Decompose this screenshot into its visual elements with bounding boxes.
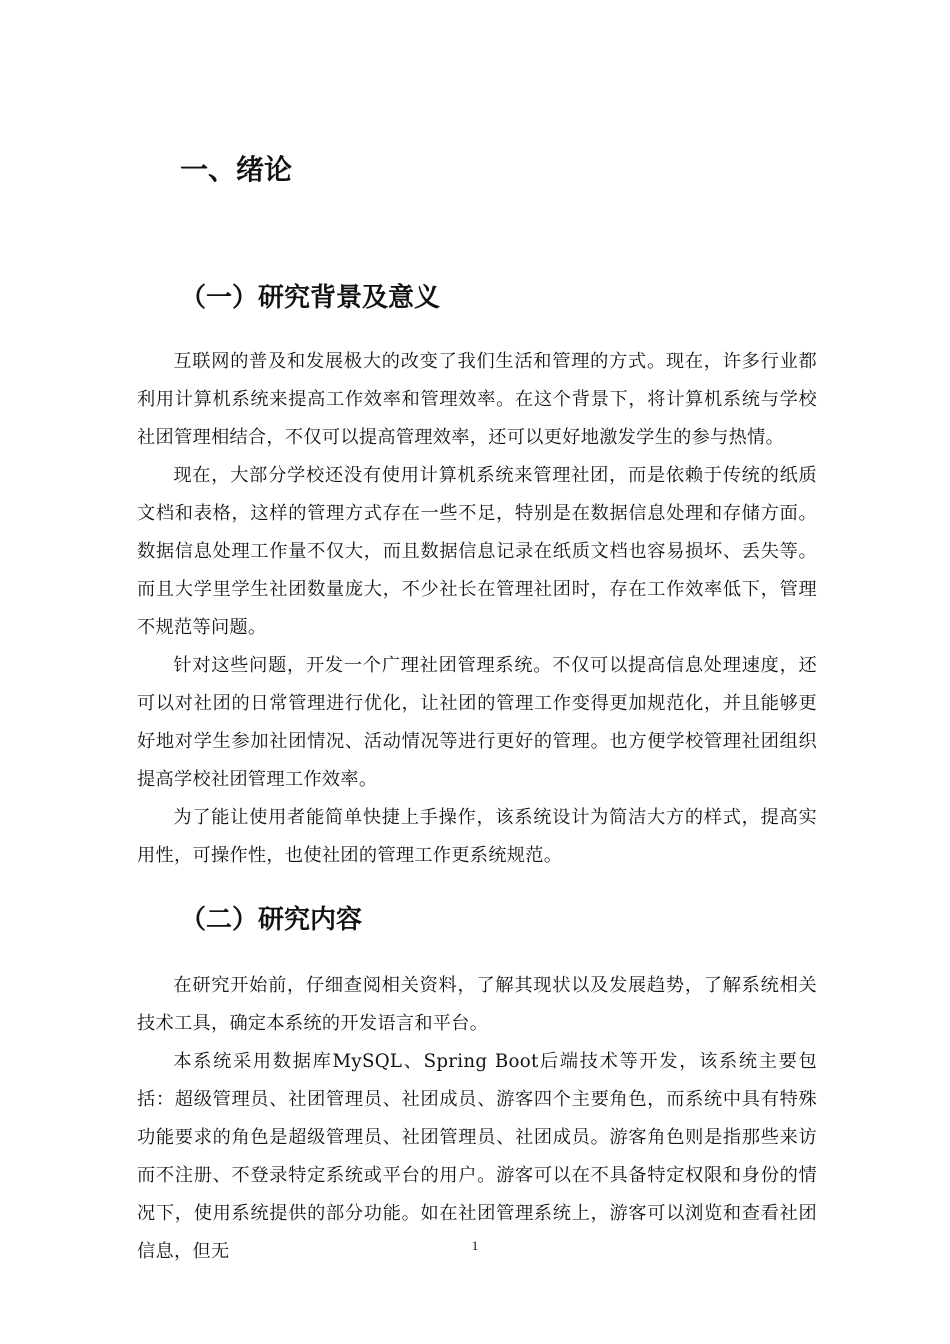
- section-body-background: [137, 343, 817, 875]
- paragraph: 本系统采用数据库MySQL、Spring Boot后端技术等开发，该系统主要包括：超级管理员、社团管理员、社团成员、游客四个主要角色，而系统中具有特殊功能要求的角色是超级管理员、社团管理员、社团成员。游客角色则是指那些来访而不注册、不登录特定系统或平台的用户。游客可以在不具备特定权限和身份的情况下，使用系统提供的部分功能。如在社团管理系统上，游客可以浏览和查看社团信息，但无: [137, 1051, 817, 1262]
- paragraph: 互联网的普及和发展极大的改变了我们生活和管理的方式。现在，许多行业都利用计算机系统来提高工作效率和管理效率。在这个背景下，将计算机系统与学校社团管理相结合，不仅可以提高管理效率，还可以更好地激发学生的参与热情。: [137, 351, 817, 448]
- paragraph: 在研究开始前，仔细查阅相关资料，了解其现状以及发展趋势，了解系统相关技术工具，确定本系统的开发语言和平台。: [137, 975, 817, 1034]
- chapter-title: 一、绪论: [180, 153, 293, 186]
- page-number: 1: [471, 1238, 479, 1253]
- paragraph: 为了能让使用者能简单快捷上手操作，该系统设计为简洁大方的样式，提高实用性，可操作性，也使社团的管理工作更系统规范。: [137, 807, 817, 866]
- section-title-content: （二）研究内容: [180, 905, 363, 935]
- section-title-background: （一）研究背景及意义: [180, 283, 441, 313]
- paragraph: 针对这些问题，开发一个广理社团管理系统。不仅可以提高信息处理速度，还可以对社团的日常管理进行优化，让社团的管理工作变得更加规范化，并且能够更好地对学生参加社团情况、活动情况等进行更好的管理。也方便学校管理社团组织提高学校社团管理工作效率。: [137, 655, 817, 790]
- section-body-content: [137, 967, 817, 1271]
- paragraph: 现在，大部分学校还没有使用计算机系统来管理社团，而是依赖于传统的纸质文档和表格，这样的管理方式存在一些不足，特别是在数据信息处理和存储方面。数据信息处理工作量不仅大，而且数据信息记录在纸质文档也容易损坏、丢失等。而且大学里学生社团数量庞大，不少社长在管理社团时，存在工作效率低下，管理不规范等问题。: [137, 465, 817, 638]
